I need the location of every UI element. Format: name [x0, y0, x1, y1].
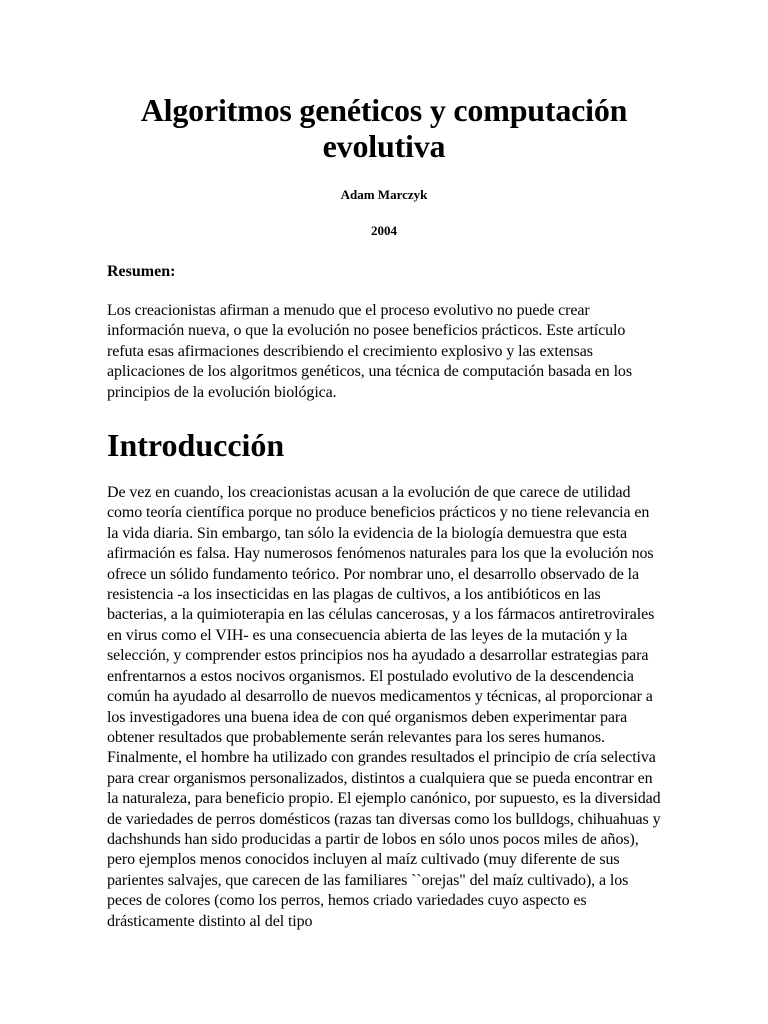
document-page: [0, 92, 768, 1024]
document-year: 2004: [371, 223, 397, 238]
document-author: Adam Marczyk: [340, 187, 428, 202]
abstract-label: Resumen:: [107, 263, 176, 280]
abstract-paragraph: Los creacionistas afirman a menudo que el proceso evolutivo no puede crear información nueva, o que la evolución no posee beneficios prácticos. Este artículo refuta esas afirmaciones describiendo el crecimiento explosivo y las extensas aplicaciones de los algoritmos genéticos, una técnica de computación basada en los principios de la evolución biológica.: [107, 302, 632, 401]
introduction-paragraph: De vez en cuando, los creacionistas acusan a la evolución de que carece de utilidad como teoría científica porque no produce beneficios prácticos y no tiene relevancia en la vida diaria. Sin embargo, tan sólo la evidencia de la biología demuestra que esta afirmación es falsa. Hay numerosos fenómenos naturales para los que la evolución nos ofrece un sólido fundamento teórico. Por nombrar uno, el desarrollo observado de la resistencia -a los insecticidas en las plagas de cultivos, a los antibióticos en las bacterias, a la quimioterapia en las células cancerosas, y a los fármacos antiretrovirales en virus como el VIH- es una consecuencia abierta de las leyes de la mutación y la selección, y comprender estos principios nos ha ayudado a desarrollar estrategias para enfrentarnos a estos nocivos organismos. El postulado evolutivo de la descendencia común ha ayudado al desarrollo de nuevos medicamentos y técnicas, al proporcionar a los investigadores una buena idea de con qué organismos deben experimentar para obtener resultados que probablemente serán relevantes para los seres humanos. Finalmente, el hombre ha utilizado con grandes resultados el principio de cría selectiva para crear organismos personalizados, distintos a cualquiera que se pueda encontrar en la naturaleza, para beneficio propio. El ejemplo canónico, por supuesto, es la diversidad de variedades de perros domésticos (razas tan diversas como los bulldogs, chihuahuas y dachshunds han sido producidas a partir de lobos en sólo unos pocos miles de años), pero ejemplos menos conocidos incluyen al maíz cultivado (muy diferente de sus parientes salvajes, que carecen de las familiares ``orejas" del maíz cultivado), a los peces de colores (como los perros, hemos criado variedades cuyo aspecto es drásticamente distinto al del tipo: [107, 484, 661, 930]
section-heading-introduction: Introducción: [107, 427, 285, 464]
document-title: Algoritmos genéticos y computación evolutiva: [140, 92, 628, 164]
